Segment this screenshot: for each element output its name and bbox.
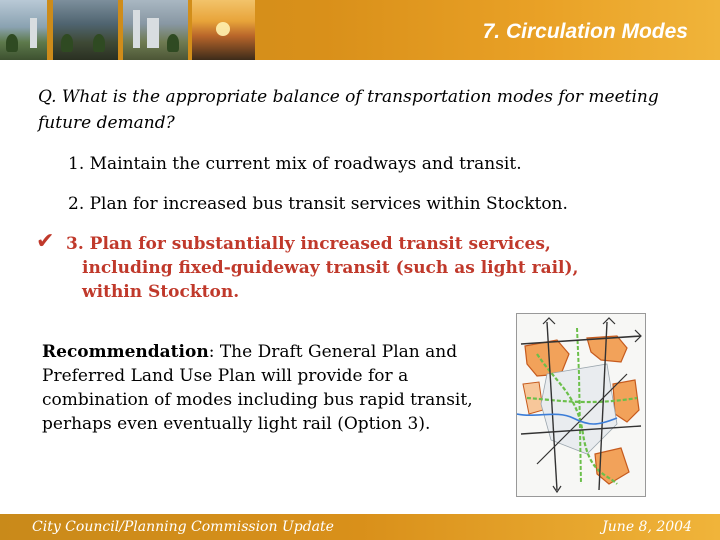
map-graphic [517,314,645,496]
tree-shape [61,34,73,52]
footer-band [0,514,720,540]
footer-left-text: City Council/Planning Commission Update [32,519,334,535]
growth-area [525,340,569,376]
checkmark-icon: ✔ [36,229,55,254]
recommendation-label: Recommendation [42,342,209,362]
building-shape [147,18,159,48]
slide-title: 7. Circulation Modes [482,20,688,43]
arrow-icon [543,318,555,324]
header-photo-downtown [123,0,188,60]
building-shape [30,18,37,48]
tree-shape [167,34,179,52]
recommendation-text [42,340,492,436]
sun-shape [216,22,230,36]
option-1: 1. Maintain the current mix of roadways and transit. [68,154,522,174]
header-band [0,0,720,60]
header-photo-street [53,0,118,60]
footer-date: June 8, 2004 [602,519,692,535]
arrow-icon [603,318,615,324]
tree-shape [6,34,18,52]
question-text: Q. What is the appropriate balance of transportation modes for meeting future demand? [38,87,659,133]
recommendation-body: : The Draft General Plan and Preferred Land Use Plan will provide for a combination of modes including bus rapid transit, perhaps even eventually light rail (Option 3). [42,342,473,434]
transit-map-image [516,313,646,497]
option-2: 2. Plan for increased bus transit services within Stockton. [68,194,568,214]
building-shape [133,10,140,48]
header-photo-waterfront [0,0,47,60]
option-3-selected: 3. Plan for substantially increased transit services, including fixed-guideway transit (such as light rail), within Stockton. [66,234,579,302]
header-photo-sunset [192,0,255,60]
tree-shape [93,34,105,52]
